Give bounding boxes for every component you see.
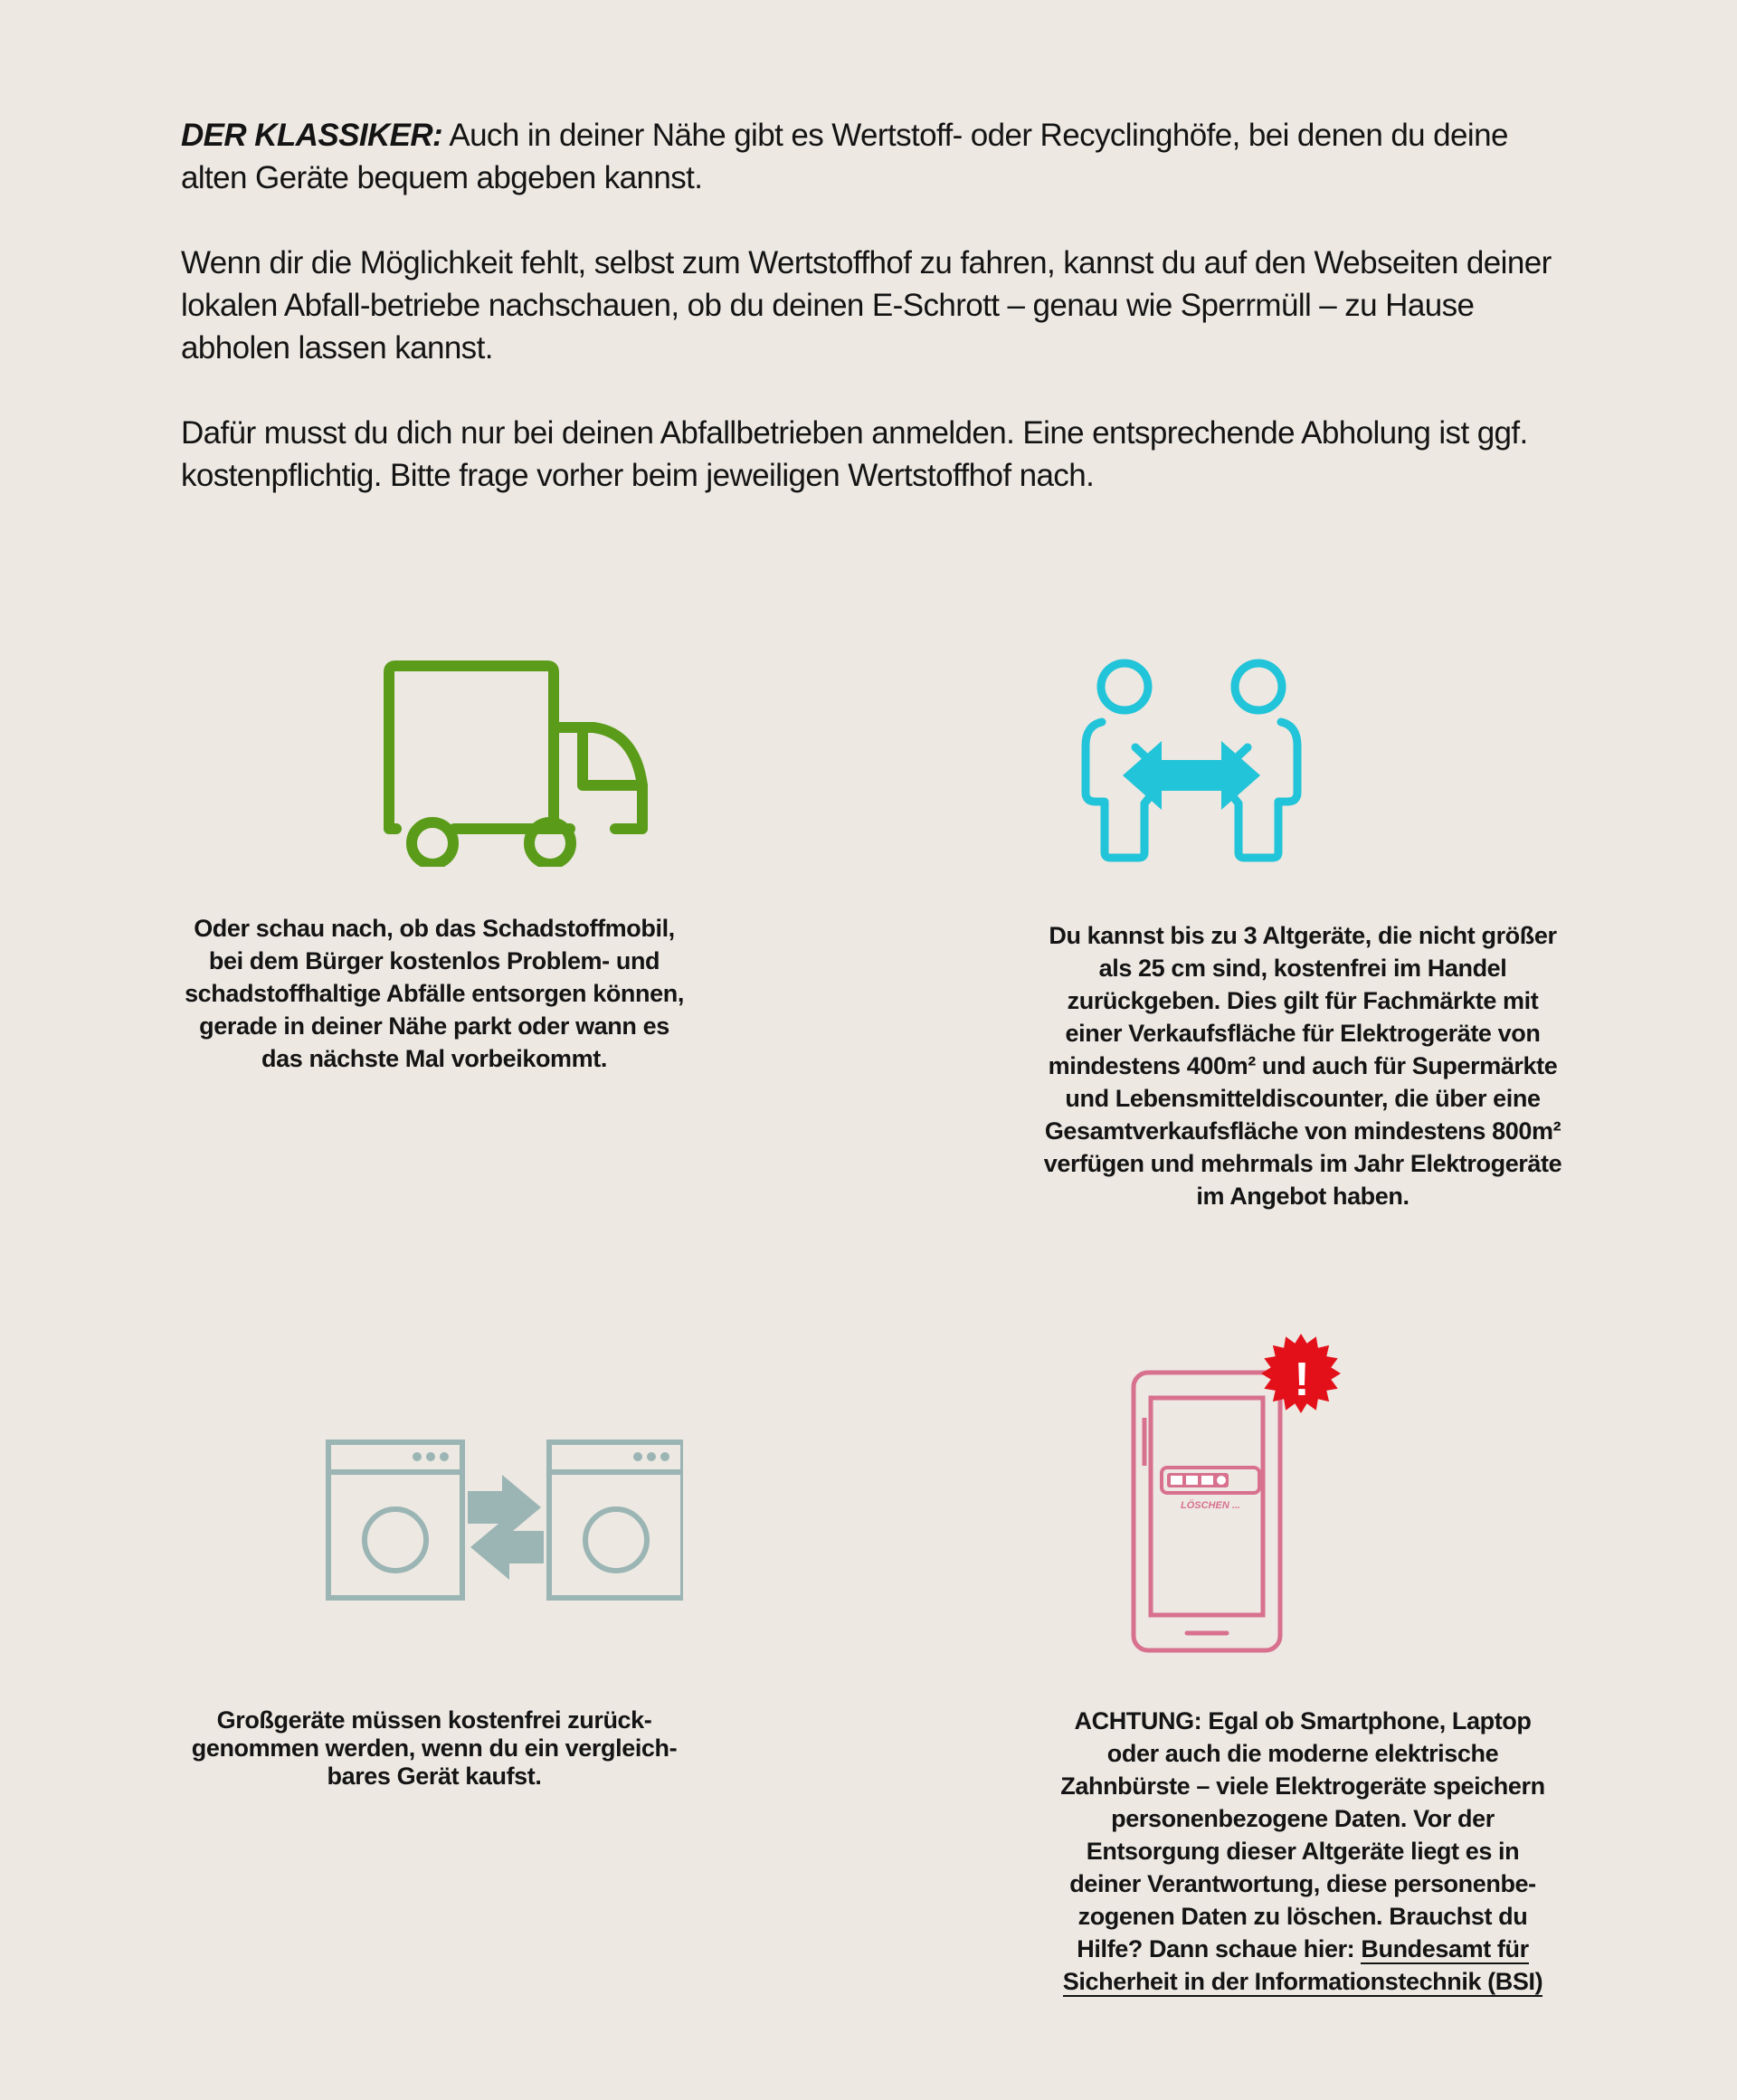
alert-badge-icon: [1261, 1334, 1341, 1413]
exchange-line: verfügen und mehrmals im Jahr Elektrogeräte: [1043, 1150, 1562, 1177]
intro-paragraph-2: Wenn dir die Möglichkeit fehlt, selbst zum Wertstoffhof zu fahren, kannst du auf den Webseiten deiner lokalen Abfall-betriebe nachschauen, ob du deinen E-Schrott – genau wie Sperrmüll – zu Hause abholen lassen kannst.: [181, 245, 1552, 366]
exchange-line: einer Verkaufsfläche für Elektrogeräte von: [1065, 1020, 1541, 1047]
card-washer: [0, 1411, 868, 1810]
alert-mark: !: [1294, 1354, 1310, 1406]
phone-line: Entsorgung dieser Altgeräte liegt es in: [1086, 1838, 1520, 1865]
exchange-line: im Angebot haben.: [1196, 1183, 1410, 1210]
phone-line: zogenen Daten zu löschen. Brauchst du: [1077, 1903, 1528, 1930]
card-exchange: [868, 633, 1737, 1231]
phone-description: [868, 1705, 1737, 1998]
truck-line: Oder schau nach, ob das Schadstoffmobil,: [194, 915, 675, 942]
phone-link-prefix: Hilfe? Dann schaue hier:: [1077, 1935, 1362, 1962]
card-truck: [0, 633, 868, 1140]
bsi-link-continued[interactable]: Sicherheit in der Informationstechnik (BSI): [1062, 1968, 1543, 1995]
delete-data-bar: [1167, 1473, 1229, 1487]
intro-paragraph-3: Dafür musst du dich nur bei deinen Abfallbetrieben anmelden. Eine entsprechende Abholung ist ggf. kostenpflichtig. Bitte frage vorher beim jeweiligen Wertstoffhof nach.: [181, 415, 1528, 493]
phone-line: deiner Verantwortung, diese personenbe-: [1069, 1870, 1536, 1897]
phone-line: ACHTUNG: Egal ob Smartphone, Laptop: [1074, 1707, 1532, 1734]
washer-line: Großgeräte müssen kostenfrei zurück-: [216, 1706, 652, 1734]
exchange-description: [868, 919, 1737, 1212]
truck-line: das nächste Mal vorbeikommt.: [261, 1045, 607, 1072]
lead-label: DER KLASSIKER:: [181, 118, 443, 153]
exchange-line: Du kannst bis zu 3 Altgeräte, die nicht größer: [1049, 922, 1557, 949]
phone-line-with-link: [868, 1965, 1737, 1998]
washer-line: bares Gerät kaufst.: [327, 1763, 542, 1790]
exchange-line: als 25 cm sind, kostenfrei im Handel: [1098, 955, 1507, 982]
phone-line: personenbezogene Daten. Vor der: [1111, 1805, 1495, 1832]
washing-machine-swap-icon: [321, 1439, 683, 1605]
phone-line: oder auch die moderne elektrische: [1106, 1740, 1499, 1767]
people-exchange-icon: [1079, 657, 1311, 863]
exchange-line: zurückgeben. Dies gilt für Fachmärkte mit: [1067, 987, 1539, 1014]
phone-line-with-link: [868, 1933, 1737, 1965]
washer-description: [0, 1706, 868, 1791]
intro-paragraph-1-text: Auch in deiner Nähe gibt es Wertstoff- oder Recyclinghöfe, bei denen du deine alten Geräte bequem abgeben kannst.: [181, 118, 1508, 195]
truck-description: [0, 912, 868, 1075]
intro-section: [181, 114, 1556, 539]
card-phone: [868, 1321, 1737, 2009]
intro-paragraph-1: [181, 114, 1556, 199]
truck-icon: [378, 659, 654, 867]
exchange-line: mindestens 400m² und auch für Supermärkte: [1048, 1052, 1558, 1079]
exchange-line: und Lebensmitteldiscounter, die über eine: [1065, 1085, 1541, 1112]
truck-line: bei dem Bürger kostenlos Problem- und: [208, 947, 660, 974]
phone-line: Zahnbürste – viele Elektrogeräte speichern: [1060, 1772, 1545, 1800]
bsi-link[interactable]: Bundesamt für: [1361, 1935, 1529, 1962]
exchange-line: Gesamtverkaufsfläche von mindestens 800m²: [1044, 1117, 1561, 1145]
truck-line: gerade in deiner Nähe parkt oder wann es: [199, 1012, 669, 1040]
washer-line: genommen werden, wenn du ein vergleich-: [191, 1734, 678, 1762]
delete-screen-label: LÖSCHEN ...: [1180, 1500, 1241, 1511]
truck-line: schadstoffhaltige Abfälle entsorgen können,: [185, 980, 684, 1007]
phone-warning-icon: [1131, 1332, 1348, 1656]
